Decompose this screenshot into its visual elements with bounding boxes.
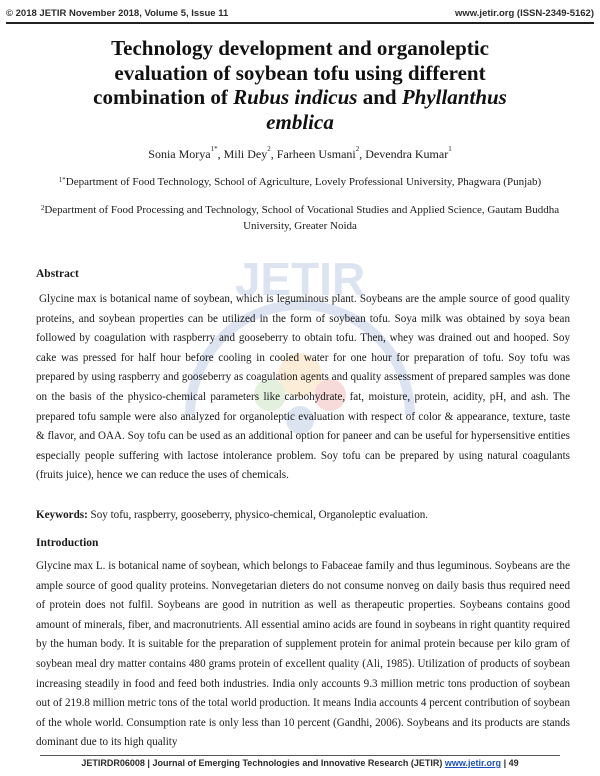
title-line-2: evaluation of soybean tofu using different bbox=[114, 60, 486, 85]
watermark-text: JETIR bbox=[234, 253, 366, 305]
introduction-body: Glycine max L. is botanical name of soybean, which belongs to Fabaceae family and thus leguminous. Soybeans are the ample source of good quality proteins. Nonvegetarian dieters do not consume nonveg on daily basis thus required need of protein does not fulfil. Soybeans are good in nutrition as well as therapeutic properties. Soybeans contains good amount of minerals, fiber, and macronutrients. All essential amino acids are found in soybeans in right quantity required by the human body. It is suitable for the preparation of supplement protein for animal protein because per kilo gram of soybean meal dry matter contains 480 grams protein of excellent quality (Ali, 1985). Utilization of products of soybean increasing steadily in food and feed both industries. India only accounts 9.3 million metric tons production of soybean out of 219.8 million metric tons of the total world production. It means India accounts 4 percent contribution of soybean of the whole world. Consumption rate is only less than 10 percent (Gandhi, 2006). Soybeans and its products are stands dominant due to its high quality bbox=[36, 560, 570, 749]
header-right: www.jetir.org (ISSN-2349-5162) bbox=[454, 8, 594, 19]
header-left: © 2018 JETIR November 2018, Volume 5, Issue 11 bbox=[6, 8, 229, 19]
introduction-heading: Introduction bbox=[36, 537, 99, 549]
affiliation-1: $^{1*}$Department of Food Technology, School of Agriculture, Lovely Professional University, Phagwara (Punjab) bbox=[58, 176, 542, 188]
title-line-4: emblica bbox=[266, 109, 334, 134]
footer-journal: Journal of Emerging Technologies and Innovative Research (JETIR) bbox=[152, 758, 443, 768]
footer-id: JETIRDR06008 bbox=[81, 758, 145, 768]
abstract-body: Glycine max is botanical name of soybean, which is leguminous plant. Soybeans are the ample source of good quality proteins, and soybean properties can be utilized in the form of soybean tofu. Soya milk was obtained by soya bean followed by coagulation with raspberry and gooseberry to obtain tofu. Then, whey was drained out and hooped. Soy cake was pressed for half hour before cooling in cooled water for one hour for preparation of tofu. Soy tofu was prepared by using raspberry and gooseberry as coagulation agents and quality assessment of prepared samples was done on the basis of the physico-chemical parameters like carbohydrate, fat, moisture, protein, acidity, pH, and ash. The prepared tofu sample were also analyzed for organoleptic evaluation with respect of color & appearance, texture, taste & flavor, and OAA. Soy tofu can be used as an additional option for paneer and can be useful for hypersensitive entities especially people suffering with lactose intolerance problem. Soy tofu can be prepared by using natural coagulants (fruits juice), hence we can reduce the uses of chemicals. bbox=[36, 293, 570, 482]
abstract-heading: Abstract bbox=[36, 268, 79, 280]
footer-link[interactable]: www.jetir.org bbox=[444, 758, 502, 768]
author-list: Sonia Morya$^{1*}$, Mili Dey$^2$, Farheen Usmani$^2$, Devendra Kumar$^1$ bbox=[148, 145, 452, 161]
title-line-3: combination of Rubus indicus and Phyllanthus bbox=[93, 85, 507, 109]
footer-page-number: 49 bbox=[508, 758, 519, 768]
header-rule bbox=[6, 22, 594, 24]
keywords-label: Keywords: bbox=[36, 509, 88, 521]
keywords-text: Soy tofu, raspberry, gooseberry, physico-chemical, Organoleptic evaluation. bbox=[87, 509, 429, 521]
keywords-line bbox=[36, 506, 570, 526]
paper-title bbox=[30, 36, 570, 134]
title-line-1: Technology development and organoleptic bbox=[111, 36, 489, 60]
affiliation-2: $^2$Department of Food Processing and Technology, School of Vocational Studies and Applied Science, Gautam Buddha University, Greater Noida bbox=[40, 204, 560, 232]
page-header bbox=[6, 8, 594, 22]
page-footer: JETIRDR06008 | Journal of Emerging Technologies and Innovative Research (JETIR) www.jetir.org | 49 bbox=[40, 755, 560, 768]
